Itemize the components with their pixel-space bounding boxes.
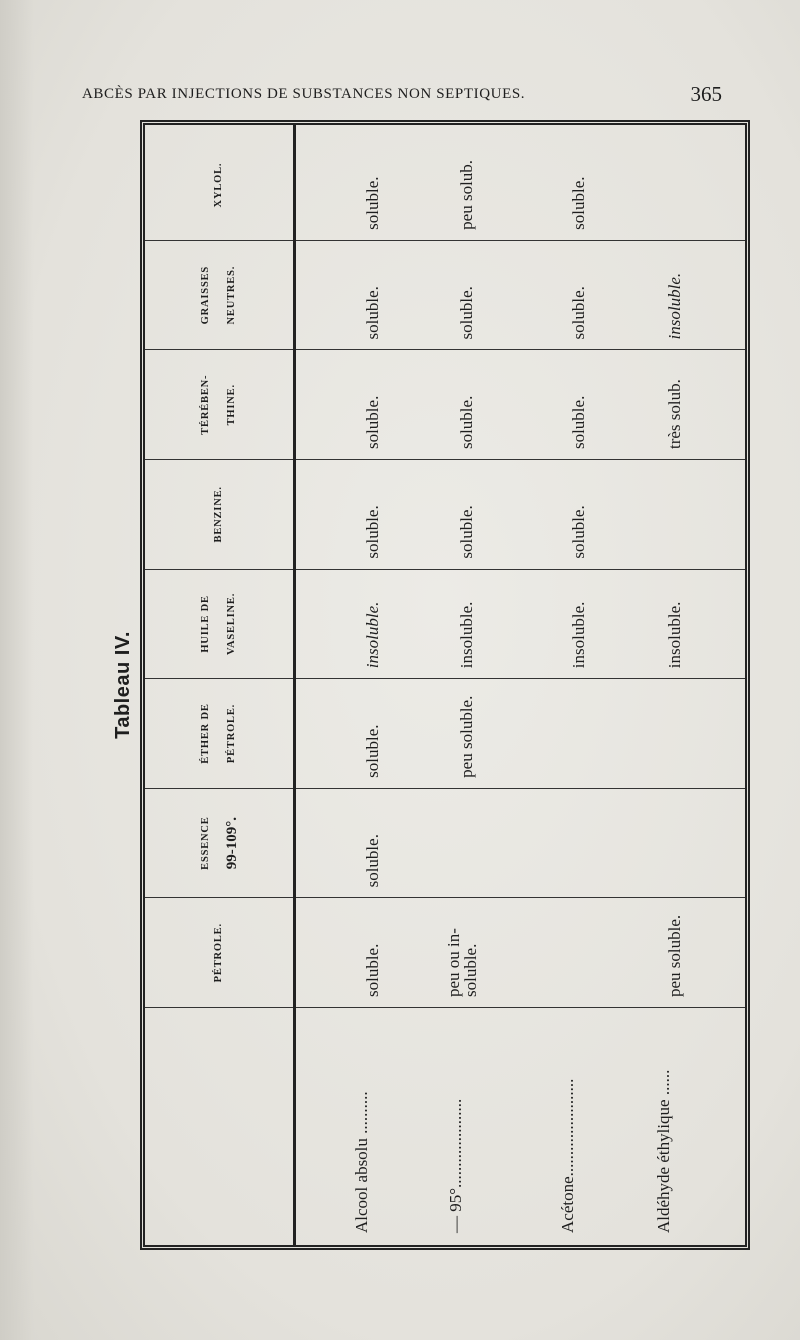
data-column-huile-de-vaseline: [296, 569, 745, 679]
table-cell: insoluble.: [456, 601, 476, 669]
column-header-terebenthine: [145, 349, 293, 459]
table-cell: très solub.: [664, 379, 684, 450]
table-cell: soluble.: [456, 505, 476, 559]
row-labels-column: [296, 1007, 745, 1245]
column-header-line: VASELINE.: [226, 592, 237, 655]
table-cell: [654, 679, 694, 788]
table-cell: insoluble.: [664, 601, 684, 669]
table-cell: soluble.: [362, 395, 382, 450]
row-label: Aldéhyde éthylique ......: [654, 1069, 673, 1233]
table-cell: soluble.: [456, 395, 476, 450]
table-cell: soluble.: [456, 286, 476, 340]
column-header-line: GRAISSES: [200, 265, 211, 325]
column-header-line: NEUTRES.: [226, 265, 237, 325]
table-cell: [446, 789, 486, 898]
column-header-huile-de-vaseline: [145, 569, 293, 679]
solubility-table: [140, 120, 750, 1250]
column-header-line: ESSENCE: [200, 816, 211, 870]
table-cell: [654, 789, 694, 898]
data-column-petrole: [296, 897, 745, 1007]
table-cell: soluble.: [362, 943, 382, 997]
data-column-terebenthine: [296, 349, 745, 459]
column-header-line: HUILE DE: [200, 595, 211, 653]
row-label: — 95°.....................: [446, 1098, 465, 1233]
table-cell: peu soluble.: [664, 914, 684, 997]
table-cell: soluble.: [568, 176, 588, 230]
column-header-line: XYLOL.: [213, 162, 224, 208]
data-column-essence: [296, 788, 745, 898]
table-body: [296, 125, 745, 1245]
table-cell: soluble.: [568, 395, 588, 450]
column-header-line: PÉTROLE.: [226, 703, 237, 764]
column-header-line: PÉTROLE.: [213, 923, 224, 983]
table-cell: peu ou in- soluble.: [444, 928, 480, 997]
column-header-xylol: [145, 130, 293, 240]
column-header-ether-de-petrole: [145, 678, 293, 788]
column-header-line: ÉTHER DE: [200, 703, 211, 764]
table-cell: [558, 898, 598, 1007]
page-gutter-shadow: [0, 0, 34, 1340]
row-label: Alcool absolu ..........: [352, 1091, 371, 1233]
table-cell: peu soluble.: [456, 695, 476, 778]
table-cell: soluble.: [362, 176, 382, 230]
data-column-xylol: [296, 130, 745, 240]
column-header-line: 99-109°.: [224, 816, 240, 870]
table-cell: soluble.: [568, 286, 588, 340]
rotated-table-block: [106, 120, 750, 1250]
table-cell: insoluble.: [362, 601, 382, 669]
table-cell: [654, 460, 694, 569]
data-column-graisses-neutres: [296, 240, 745, 350]
page-number: 365: [690, 82, 722, 106]
row-label: Acétone.......................: [558, 1078, 577, 1233]
table-cell: soluble.: [362, 505, 382, 559]
column-header-line: BENZINE.: [213, 486, 224, 543]
page-header: [82, 82, 722, 108]
table-cell: [558, 679, 598, 788]
table-cell: peu solub.: [456, 159, 476, 230]
column-header-line: THINE.: [226, 384, 237, 426]
stub-header: [145, 1007, 293, 1245]
table-cell: insoluble.: [568, 601, 588, 669]
table-cell: soluble.: [362, 724, 382, 778]
table-caption: Tableau IV.: [112, 631, 134, 739]
table-header-row: [145, 125, 296, 1245]
data-column-benzine: [296, 459, 745, 569]
table-cell: soluble.: [362, 286, 382, 340]
running-title: ABCÈS PAR INJECTIONS DE SUBSTANCES NON SEPTIQUES.: [82, 86, 526, 102]
table-cell: soluble.: [568, 505, 588, 559]
table-cell: soluble.: [362, 834, 382, 888]
column-header-essence: [145, 788, 293, 898]
column-header-benzine: [145, 459, 293, 569]
table-cell: [654, 130, 694, 240]
table-cell: [558, 789, 598, 898]
column-header-graisses-neutres: [145, 240, 293, 350]
table-cell: insoluble.: [664, 272, 684, 340]
column-header-line: TÉRÉBEN-: [200, 374, 211, 435]
column-header-petrole: [145, 897, 293, 1007]
data-column-ether-de-petrole: [296, 678, 745, 788]
